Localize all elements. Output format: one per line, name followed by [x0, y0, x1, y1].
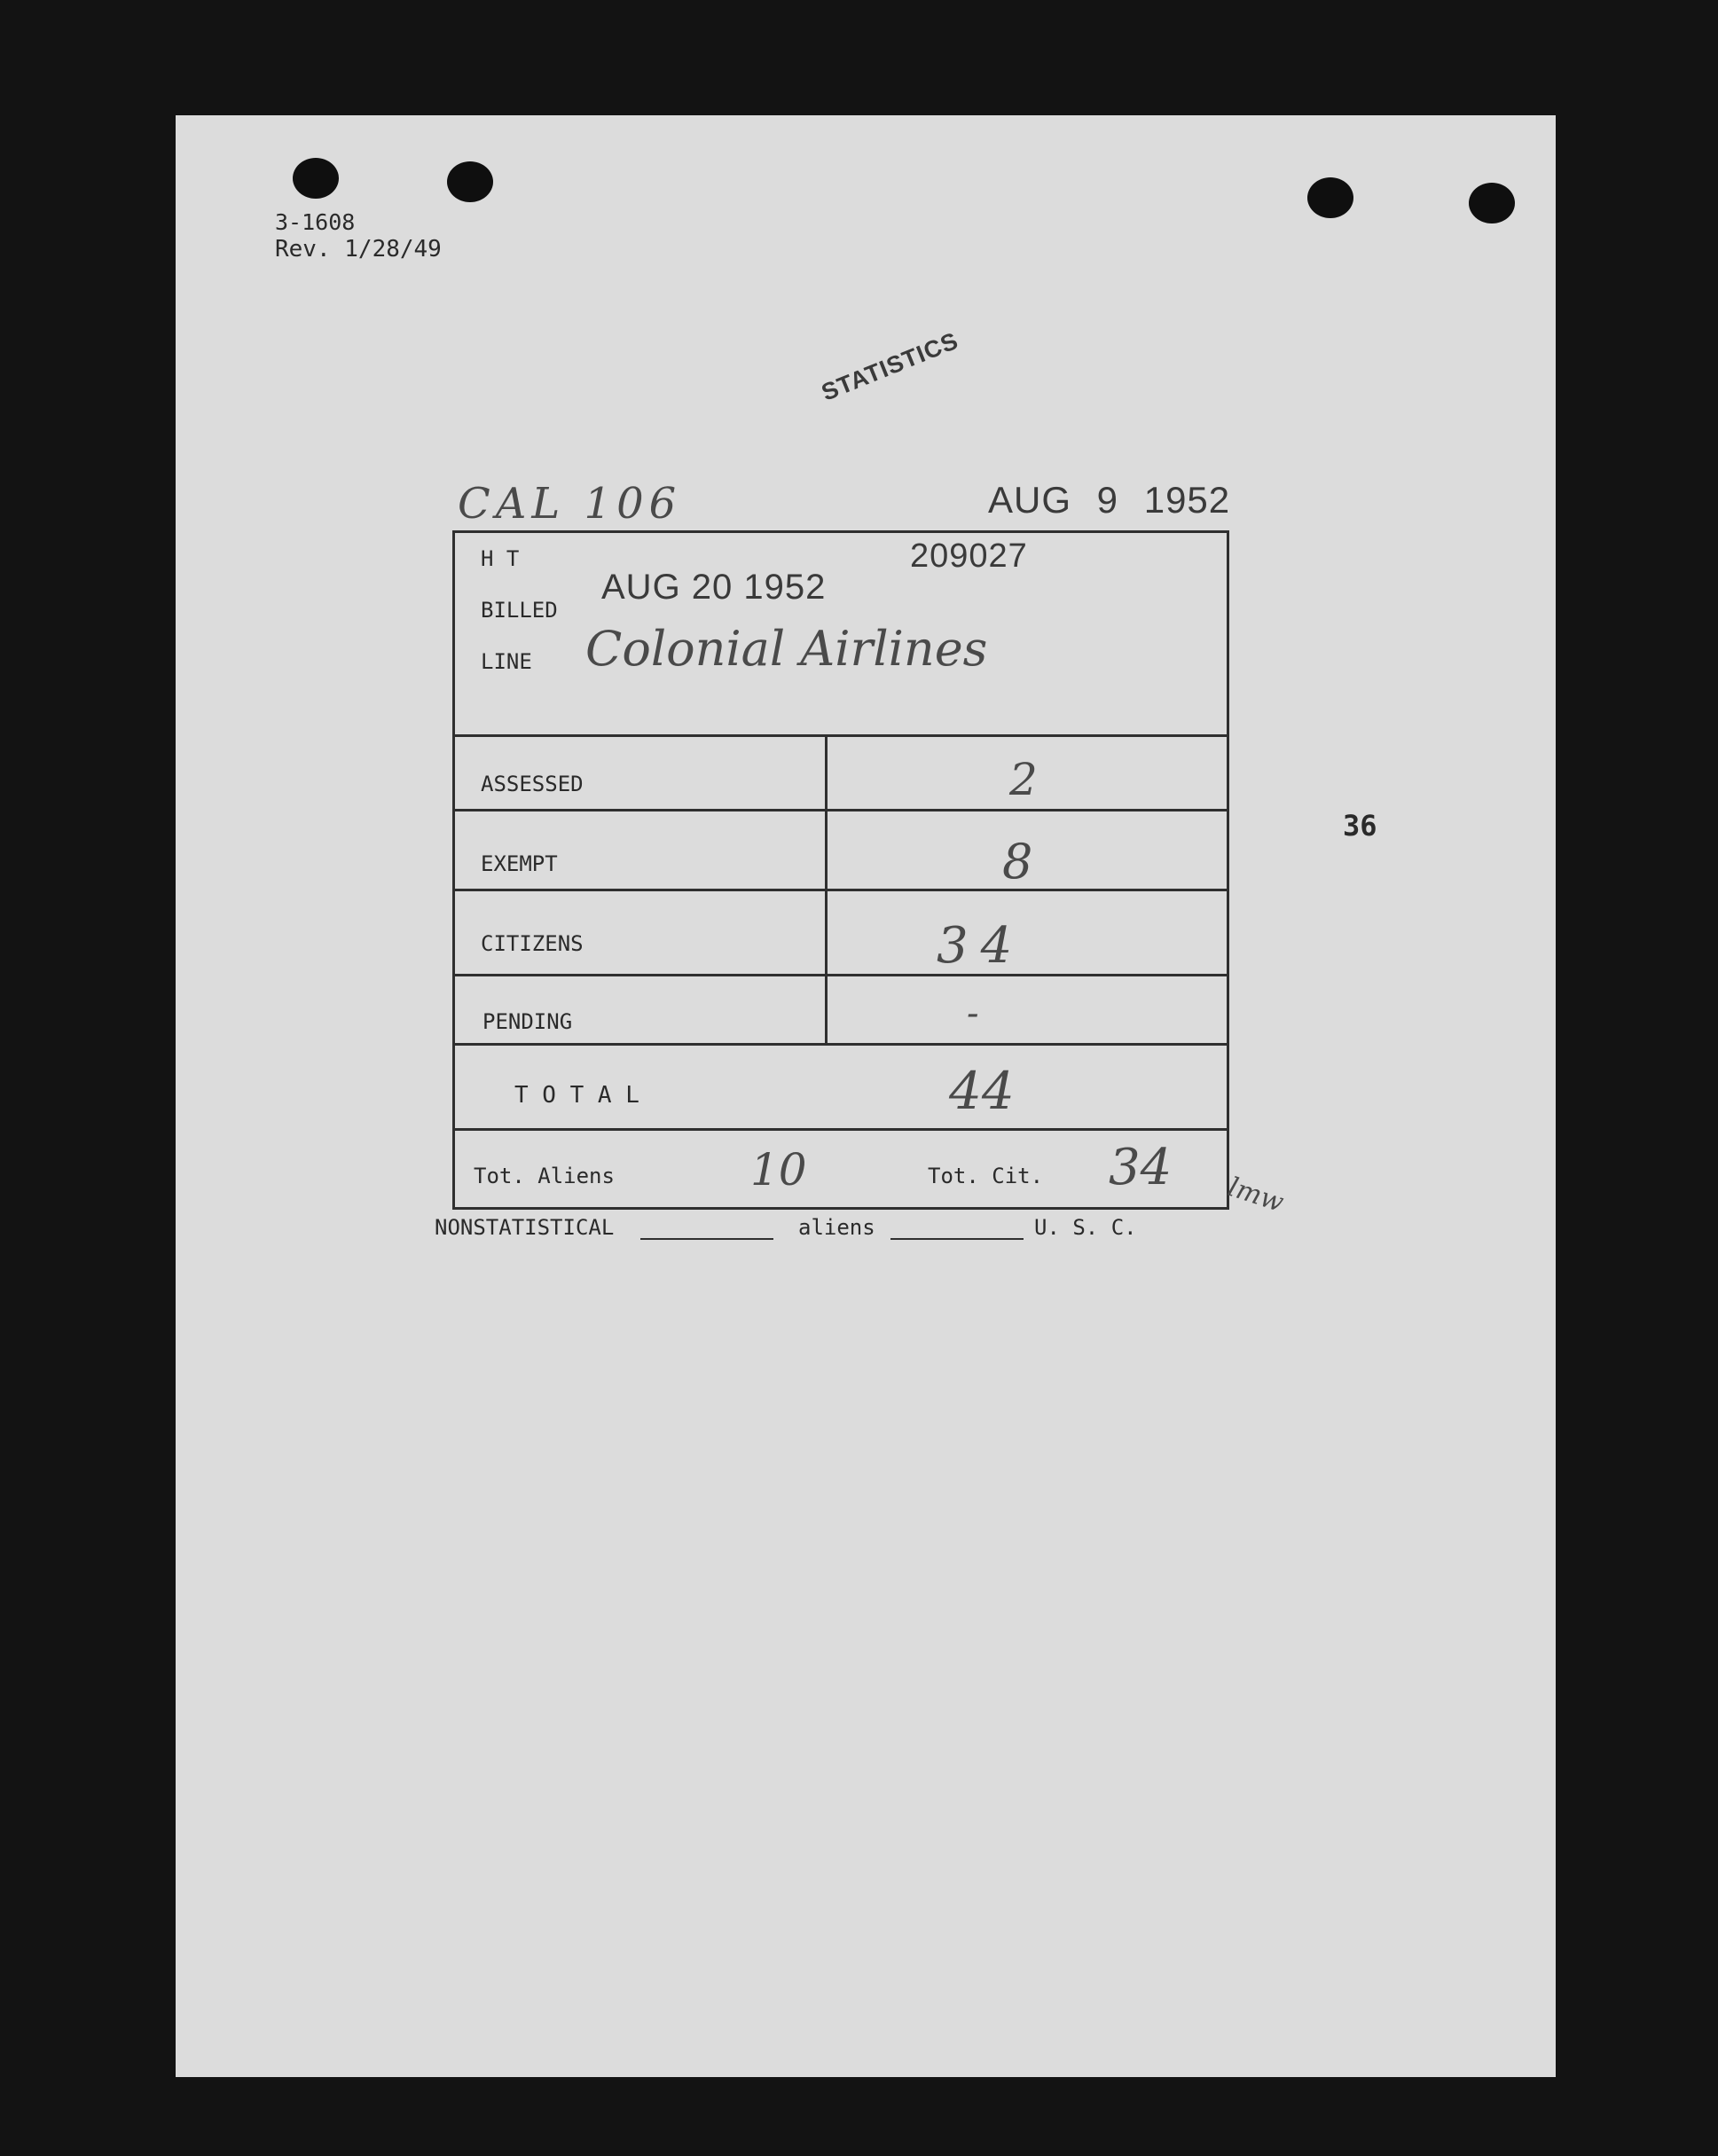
- billed-label: BILLED: [481, 598, 558, 623]
- serial-number: 209027: [910, 537, 1028, 575]
- line-value: Colonial Airlines: [585, 621, 988, 677]
- ht-label: H T: [481, 546, 520, 571]
- nonstatistical-usc-label: U. S. C.: [1034, 1215, 1137, 1240]
- total-aliens-label: Tot. Aliens: [474, 1164, 615, 1188]
- form-number: 3-1608: [275, 209, 356, 235]
- line-label: LINE: [481, 649, 532, 674]
- total-citizens-value: 34: [1109, 1139, 1173, 1196]
- divider: [452, 974, 1227, 976]
- divider: [452, 809, 1227, 811]
- nonstatistical-aliens-label: aliens: [798, 1215, 875, 1240]
- row-label-exempt: EXEMPT: [481, 851, 558, 876]
- divider: [452, 889, 1227, 891]
- statistics-stamp: STATISTICS: [818, 326, 962, 406]
- nonstatistical-label: NONSTATISTICAL: [435, 1215, 615, 1240]
- handwritten-top-note: CAL 106: [458, 479, 682, 529]
- row-value-assessed: 2: [1009, 754, 1038, 805]
- total-value: 44: [949, 1061, 1015, 1121]
- billed-date-stamp: AUG 20 1952: [601, 568, 827, 607]
- divider: [452, 1043, 1227, 1046]
- total-citizens-label: Tot. Cit.: [928, 1164, 1044, 1188]
- total-aliens-value: 10: [750, 1144, 807, 1196]
- punch-hole: [1469, 183, 1515, 223]
- divider: [452, 1128, 1227, 1131]
- punch-hole: [447, 161, 493, 202]
- form-revision: Rev. 1/28/49: [275, 236, 442, 263]
- blank-line: [640, 1238, 773, 1240]
- row-value-exempt: 8: [1002, 834, 1033, 890]
- page-number: 36: [1343, 809, 1377, 843]
- row-label-pending: PENDING: [482, 1009, 573, 1034]
- row-value-pending: -: [967, 993, 979, 1034]
- date-stamp-top: AUG 9 1952: [988, 479, 1231, 521]
- total-label: T O T A L: [514, 1082, 639, 1109]
- initials: lmw: [1224, 1172, 1288, 1219]
- punch-hole: [293, 158, 339, 199]
- row-value-citizens: 34: [937, 917, 1025, 975]
- blank-line: [890, 1238, 1024, 1240]
- divider: [452, 734, 1227, 737]
- row-label-assessed: ASSESSED: [481, 772, 584, 796]
- punch-hole: [1307, 177, 1353, 218]
- column-divider: [825, 734, 828, 1043]
- row-label-citizens: CITIZENS: [481, 931, 584, 956]
